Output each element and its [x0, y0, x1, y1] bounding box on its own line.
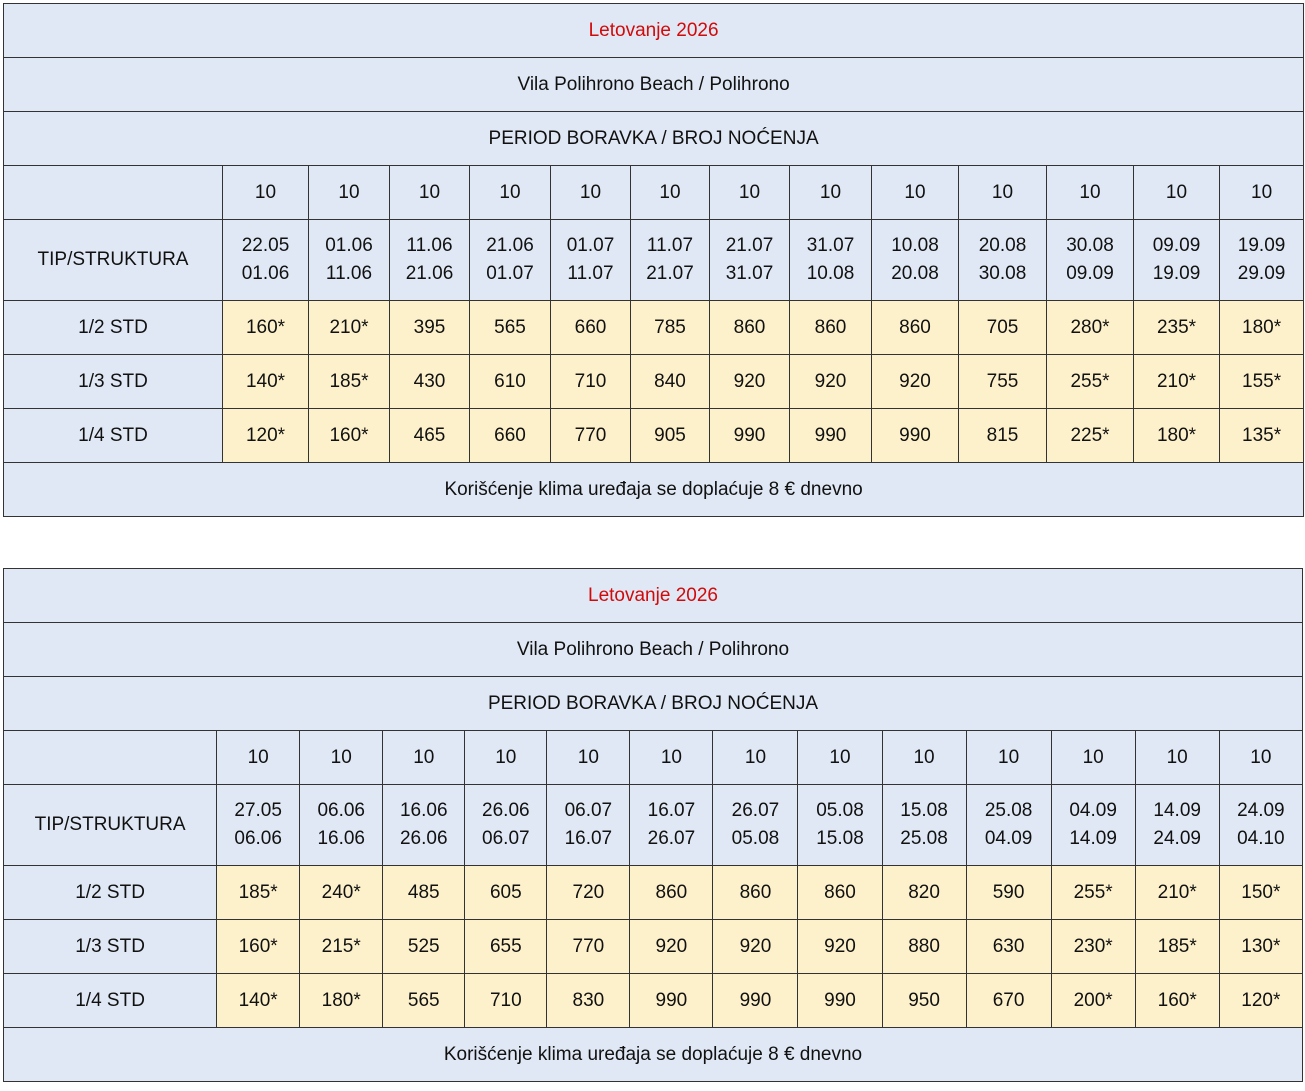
- price-cell: 860: [710, 301, 790, 355]
- price-cell: 210*: [1135, 866, 1219, 920]
- hotel-name: Vila Polihrono Beach / Polihrono: [4, 623, 1303, 677]
- price-cell: 610: [470, 355, 551, 409]
- period-start-date: 01.07: [566, 235, 615, 256]
- period-end-date: 31.07: [725, 263, 774, 284]
- table-row: [4, 301, 1304, 355]
- price-cell: 920: [798, 920, 882, 974]
- nights-cell: 10: [1135, 731, 1219, 785]
- price-cell: 215*: [300, 920, 383, 974]
- table-row: [4, 409, 1304, 463]
- period-start-date: 10.08: [891, 235, 939, 256]
- period-start-date: 14.09: [1153, 800, 1201, 821]
- price-cell: 920: [872, 355, 959, 409]
- price-cell: 830: [547, 974, 630, 1028]
- period-cell: [390, 220, 470, 301]
- nights-cell: 10: [882, 731, 966, 785]
- period-cell: [966, 785, 1051, 866]
- price-cell: 155*: [1220, 355, 1304, 409]
- price-cell: 710: [465, 974, 547, 1028]
- period-cell: [383, 785, 465, 866]
- price-cell: 180*: [300, 974, 383, 1028]
- table-row: [4, 974, 1303, 1028]
- price-cell: 525: [383, 920, 465, 974]
- period-header: PERIOD BORAVKA / BROJ NOĆENJA: [4, 677, 1303, 731]
- price-cell: 815: [959, 409, 1047, 463]
- period-end-date: 26.07: [647, 828, 696, 849]
- period-end-date: 25.08: [900, 828, 948, 849]
- price-cell: 255*: [1047, 355, 1134, 409]
- price-table-2: [3, 568, 1303, 1082]
- period-cell: [309, 220, 390, 301]
- price-cell: 395: [390, 301, 470, 355]
- price-cell: 150*: [1219, 866, 1302, 920]
- nights-row-label: [4, 731, 217, 785]
- nights-cell: 10: [1134, 166, 1220, 220]
- period-cell: [465, 785, 547, 866]
- period-end-date: 04.10: [1237, 828, 1285, 849]
- price-cell: 755: [959, 355, 1047, 409]
- price-cell: 670: [966, 974, 1051, 1028]
- period-end-date: 06.06: [234, 828, 282, 849]
- period-cell: [1220, 220, 1304, 301]
- price-cell: 660: [470, 409, 551, 463]
- price-cell: 465: [390, 409, 470, 463]
- price-cell: 990: [710, 409, 790, 463]
- period-start-date: 16.06: [399, 800, 448, 821]
- nights-cell: 10: [959, 166, 1047, 220]
- nights-cell: 10: [547, 731, 630, 785]
- price-cell: 230*: [1051, 920, 1135, 974]
- price-cell: 235*: [1134, 301, 1220, 355]
- hotel-name: Vila Polihrono Beach / Polihrono: [4, 58, 1304, 112]
- period-cell: [1135, 785, 1219, 866]
- nights-cell: 10: [1047, 166, 1134, 220]
- nights-cell: 10: [223, 166, 309, 220]
- nights-cell: 10: [470, 166, 551, 220]
- price-cell: 210*: [309, 301, 390, 355]
- nights-cell: 10: [1219, 731, 1302, 785]
- price-cell: 255*: [1051, 866, 1135, 920]
- period-cell: [300, 785, 383, 866]
- period-end-date: 20.08: [891, 263, 939, 284]
- period-start-date: 06.06: [317, 800, 365, 821]
- period-cell: [710, 220, 790, 301]
- price-cell: 660: [551, 301, 631, 355]
- nights-cell: 10: [790, 166, 872, 220]
- period-start-date: 21.07: [725, 235, 774, 256]
- period-start-date: 06.07: [564, 800, 613, 821]
- price-cell: 920: [710, 355, 790, 409]
- price-cell: 990: [790, 409, 872, 463]
- nights-cell: 10: [713, 731, 798, 785]
- nights-cell: 10: [798, 731, 882, 785]
- price-cell: 950: [882, 974, 966, 1028]
- price-cell: 860: [872, 301, 959, 355]
- price-cell: 140*: [217, 974, 300, 1028]
- period-cell: [217, 785, 300, 866]
- price-cell: 770: [551, 409, 631, 463]
- nights-cell: 10: [551, 166, 631, 220]
- note: Korišćenje klima uređaja se doplaćuje 8 € dnevno: [4, 463, 1304, 517]
- price-cell: 920: [790, 355, 872, 409]
- price-cell: 140*: [223, 355, 309, 409]
- period-start-date: 20.08: [978, 235, 1027, 256]
- room-type: 1/4 STD: [4, 974, 217, 1028]
- period-cell: [1219, 785, 1302, 866]
- nights-cell: 10: [966, 731, 1051, 785]
- table-title: Letovanje 2026: [4, 4, 1304, 58]
- period-end-date: 21.07: [646, 263, 694, 284]
- price-cell: 860: [790, 301, 872, 355]
- price-cell: 120*: [223, 409, 309, 463]
- period-end-date: 01.06: [241, 263, 290, 284]
- nights-cell: 10: [390, 166, 470, 220]
- price-cell: 210*: [1134, 355, 1220, 409]
- period-start-date: 01.06: [325, 235, 373, 256]
- period-start-date: 09.09: [1152, 235, 1201, 256]
- room-type: 1/2 STD: [4, 301, 223, 355]
- period-cell: [470, 220, 551, 301]
- period-start-date: 26.06: [482, 800, 530, 821]
- period-start-date: 05.08: [816, 800, 864, 821]
- price-cell: 880: [882, 920, 966, 974]
- price-cell: 565: [470, 301, 551, 355]
- period-start-date: 25.08: [984, 800, 1033, 821]
- period-end-date: 16.07: [564, 828, 613, 849]
- period-start-date: 15.08: [900, 800, 948, 821]
- price-cell: 565: [383, 974, 465, 1028]
- period-start-date: 30.08: [1066, 235, 1114, 256]
- period-end-date: 29.09: [1237, 263, 1286, 284]
- price-cell: 990: [713, 974, 798, 1028]
- room-type: 1/3 STD: [4, 355, 223, 409]
- price-cell: 990: [798, 974, 882, 1028]
- period-end-date: 04.09: [984, 828, 1033, 849]
- period-start-date: 21.06: [486, 235, 534, 256]
- price-cell: 920: [630, 920, 713, 974]
- period-start-date: 22.05: [241, 235, 290, 256]
- room-type: 1/2 STD: [4, 866, 217, 920]
- table-title: Letovanje 2026: [4, 569, 1303, 623]
- nights-cell: 10: [1051, 731, 1135, 785]
- price-cell: 720: [547, 866, 630, 920]
- nights-row-label: [4, 166, 223, 220]
- period-end-date: 10.08: [806, 263, 855, 284]
- price-cell: 990: [872, 409, 959, 463]
- period-cell: [713, 785, 798, 866]
- price-cell: 225*: [1047, 409, 1134, 463]
- price-cell: 135*: [1220, 409, 1304, 463]
- period-start-date: 26.07: [731, 800, 780, 821]
- price-cell: 710: [551, 355, 631, 409]
- nights-cell: 10: [710, 166, 790, 220]
- table-row: [4, 920, 1303, 974]
- period-end-date: 06.07: [482, 828, 530, 849]
- price-cell: 280*: [1047, 301, 1134, 355]
- nights-cell: 10: [631, 166, 710, 220]
- period-end-date: 14.09: [1069, 828, 1117, 849]
- nights-cell: 10: [630, 731, 713, 785]
- price-cell: 240*: [300, 866, 383, 920]
- table-row: [4, 355, 1304, 409]
- room-type: 1/3 STD: [4, 920, 217, 974]
- price-cell: 840: [631, 355, 710, 409]
- price-cell: 630: [966, 920, 1051, 974]
- period-end-date: 15.08: [816, 828, 864, 849]
- nights-cell: 10: [465, 731, 547, 785]
- nights-cell: 10: [872, 166, 959, 220]
- period-cell: [547, 785, 630, 866]
- period-start-date: 04.09: [1069, 800, 1117, 821]
- type-header: TIP/STRUKTURA: [4, 220, 223, 301]
- price-cell: 160*: [309, 409, 390, 463]
- room-type: 1/4 STD: [4, 409, 223, 463]
- period-end-date: 21.06: [405, 263, 454, 284]
- period-end-date: 24.09: [1153, 828, 1201, 849]
- period-end-date: 11.07: [567, 263, 614, 284]
- price-cell: 920: [713, 920, 798, 974]
- price-cell: 180*: [1220, 301, 1304, 355]
- period-end-date: 19.09: [1152, 263, 1201, 284]
- period-cell: [882, 785, 966, 866]
- period-cell: [1047, 220, 1134, 301]
- price-cell: 770: [547, 920, 630, 974]
- period-start-date: 19.09: [1237, 235, 1286, 256]
- price-cell: 485: [383, 866, 465, 920]
- price-cell: 655: [465, 920, 547, 974]
- price-cell: 185*: [217, 866, 300, 920]
- period-end-date: 16.06: [317, 828, 365, 849]
- period-end-date: 05.08: [731, 828, 780, 849]
- price-cell: 860: [713, 866, 798, 920]
- price-cell: 605: [465, 866, 547, 920]
- price-cell: 180*: [1134, 409, 1220, 463]
- price-cell: 860: [630, 866, 713, 920]
- note: Korišćenje klima uređaja se doplaćuje 8 € dnevno: [4, 1028, 1303, 1082]
- period-start-date: 24.09: [1237, 800, 1285, 821]
- period-end-date: 30.08: [978, 263, 1027, 284]
- price-cell: 430: [390, 355, 470, 409]
- period-cell: [630, 785, 713, 866]
- period-end-date: 09.09: [1066, 263, 1114, 284]
- price-table-1: [3, 3, 1304, 517]
- period-end-date: 01.07: [486, 263, 534, 284]
- period-start-date: 11.07: [646, 235, 694, 256]
- price-cell: 200*: [1051, 974, 1135, 1028]
- period-start-date: 31.07: [806, 235, 855, 256]
- nights-cell: 10: [383, 731, 465, 785]
- nights-cell: 10: [309, 166, 390, 220]
- period-cell: [551, 220, 631, 301]
- price-cell: 590: [966, 866, 1051, 920]
- period-cell: [798, 785, 882, 866]
- nights-cell: 10: [217, 731, 300, 785]
- price-cell: 160*: [217, 920, 300, 974]
- price-cell: 130*: [1219, 920, 1302, 974]
- period-cell: [223, 220, 309, 301]
- price-cell: 185*: [309, 355, 390, 409]
- period-cell: [872, 220, 959, 301]
- period-cell: [790, 220, 872, 301]
- price-cell: 820: [882, 866, 966, 920]
- price-cell: 160*: [1135, 974, 1219, 1028]
- period-cell: [1051, 785, 1135, 866]
- period-end-date: 26.06: [399, 828, 448, 849]
- price-cell: 160*: [223, 301, 309, 355]
- period-cell: [959, 220, 1047, 301]
- type-header: TIP/STRUKTURA: [4, 785, 217, 866]
- period-start-date: 11.06: [406, 235, 453, 256]
- nights-cell: 10: [300, 731, 383, 785]
- period-start-date: 16.07: [647, 800, 696, 821]
- period-end-date: 11.06: [325, 263, 373, 284]
- period-cell: [1134, 220, 1220, 301]
- price-cell: 990: [630, 974, 713, 1028]
- price-cell: 120*: [1219, 974, 1302, 1028]
- price-cell: 905: [631, 409, 710, 463]
- period-header: PERIOD BORAVKA / BROJ NOĆENJA: [4, 112, 1304, 166]
- period-start-date: 27.05: [234, 800, 282, 821]
- nights-cell: 10: [1220, 166, 1304, 220]
- price-cell: 185*: [1135, 920, 1219, 974]
- price-cell: 860: [798, 866, 882, 920]
- table-row: [4, 866, 1303, 920]
- price-cell: 785: [631, 301, 710, 355]
- period-cell: [631, 220, 710, 301]
- price-cell: 705: [959, 301, 1047, 355]
